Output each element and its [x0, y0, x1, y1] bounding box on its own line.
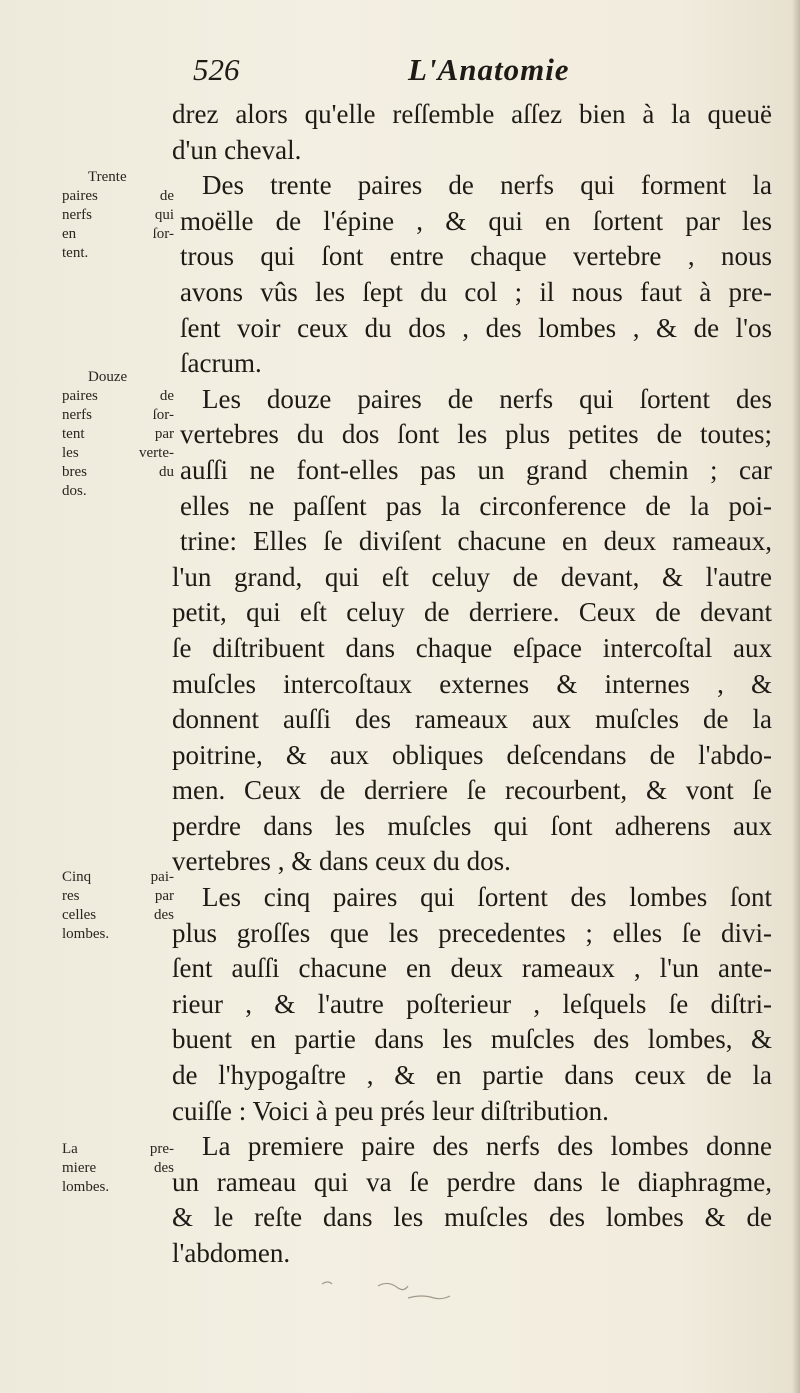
margin-note-douze-paires [62, 368, 174, 501]
page-edge-shadow [792, 0, 800, 1393]
text-line: ſent auſſi chacune en deux rameaux , l'un ante- [172, 953, 772, 984]
text-line: rieur , & l'autre poſterieur , leſquels ſe diſtri- [172, 988, 772, 1019]
margin-note-line: res par [62, 888, 174, 904]
text-line: l'abdomen. [172, 1238, 291, 1268]
text-line: poitrine, & aux obliques deſcendans de l'abdo- [172, 739, 772, 770]
text-line: trine: Elles ſe diviſent chacune en deux rameaux, [180, 526, 772, 557]
margin-note-line: nerfs qui [62, 207, 174, 223]
body-text [172, 97, 772, 1272]
text-line: Des trente paires de nerfs qui forment la [202, 170, 772, 201]
text-line: avons vûs les ſept du col ; il nous faut à pre- [180, 276, 772, 307]
margin-note-line: tent par [62, 426, 174, 442]
margin-note-trente-paires [62, 168, 174, 263]
text-line: elles ne paſſent pas la circonference de la poi- [180, 490, 772, 521]
margin-note-line: les verte- [62, 445, 174, 461]
margin-note-line: Cinq pai- [62, 869, 174, 885]
text-line: men. Ceux de derriere ſe recourbent, & vont ſe [172, 775, 772, 806]
text-line: perdre dans les muſcles qui ſont adherens aux [172, 810, 772, 841]
text-line: d'un cheval. [172, 134, 302, 165]
margin-note-line: en ſor- [62, 226, 174, 242]
text-line: vertebres , & dans ceux du dos. [172, 846, 511, 877]
text-line: donnent auſſi des rameaux aux muſcles de la [172, 704, 772, 735]
margin-note-line: La pre- [62, 1141, 174, 1157]
running-title: L'Anatomie [408, 52, 570, 87]
text-line: buent en partie dans les muſcles des lombes, & [172, 1024, 772, 1055]
margin-note-line: paires de [62, 188, 174, 204]
margin-note-line: celles des [62, 907, 174, 923]
margin-note-line: nerfs ſor- [62, 407, 174, 423]
text-line: moëlle de l'épine , & qui en ſortent par les [180, 205, 772, 236]
text-line: ſent voir ceux du dos , des lombes , & de l'os [180, 312, 772, 343]
text-line: ſe diſtribuent dans chaque eſpace intercoſtal aux [172, 632, 772, 663]
text-line: cuiſſe : Voici à peu prés leur diſtribution. [172, 1095, 609, 1126]
ink-smudge-ornament [318, 1272, 458, 1302]
text-line: trous qui ſont entre chaque vertebre , nous [180, 241, 772, 272]
text-line: La premiere paire des nerfs des lombes donne [202, 1131, 772, 1162]
margin-note-cinq-paires [62, 868, 174, 944]
margin-note-line: Douze [88, 369, 128, 385]
text-line: petit, qui eſt celuy de derriere. Ceux de devant [172, 597, 772, 628]
text-line: ſacrum. [180, 348, 262, 379]
text-line: & le reſte dans les muſcles des lombes & de [172, 1202, 772, 1233]
page-number: 526 [193, 52, 240, 87]
text-line: Les cinq paires qui ſortent des lombes ſont [202, 882, 772, 913]
margin-note-premiere [62, 1140, 174, 1197]
text-line: un rameau qui va ſe perdre dans le diaphragme, [172, 1166, 772, 1197]
text-line: auſſi ne font-elles pas un grand chemin ; car [180, 454, 772, 485]
text-line: Les douze paires de nerfs qui ſortent des [202, 383, 772, 414]
text-line: de l'hypogaſtre , & en partie dans ceux de la [172, 1060, 772, 1091]
margin-note-line: bres du [62, 464, 174, 480]
text-line: drez alors qu'elle reſſemble aſſez bien à la queuë [172, 99, 772, 129]
text-line: vertebres du dos ſont les plus petites de toutes; [180, 419, 772, 450]
margin-note-line: lombes. [62, 1179, 110, 1195]
margin-note-line: dos. [62, 483, 87, 499]
text-line: muſcles intercoſtaux externes & internes , & [172, 668, 772, 699]
margin-note-line: lombes. [62, 926, 110, 942]
text-line: l'un grand, qui eſt celuy de devant, & l'autre [172, 561, 772, 592]
margin-note-line: Trente [88, 169, 127, 185]
margin-note-line: tent. [62, 245, 89, 261]
margin-note-line: paires de [62, 388, 174, 404]
page-header [193, 52, 593, 96]
text-line: plus groſſes que les precedentes ; elles ſe divi- [172, 917, 772, 948]
margin-note-line: miere des [62, 1160, 174, 1176]
